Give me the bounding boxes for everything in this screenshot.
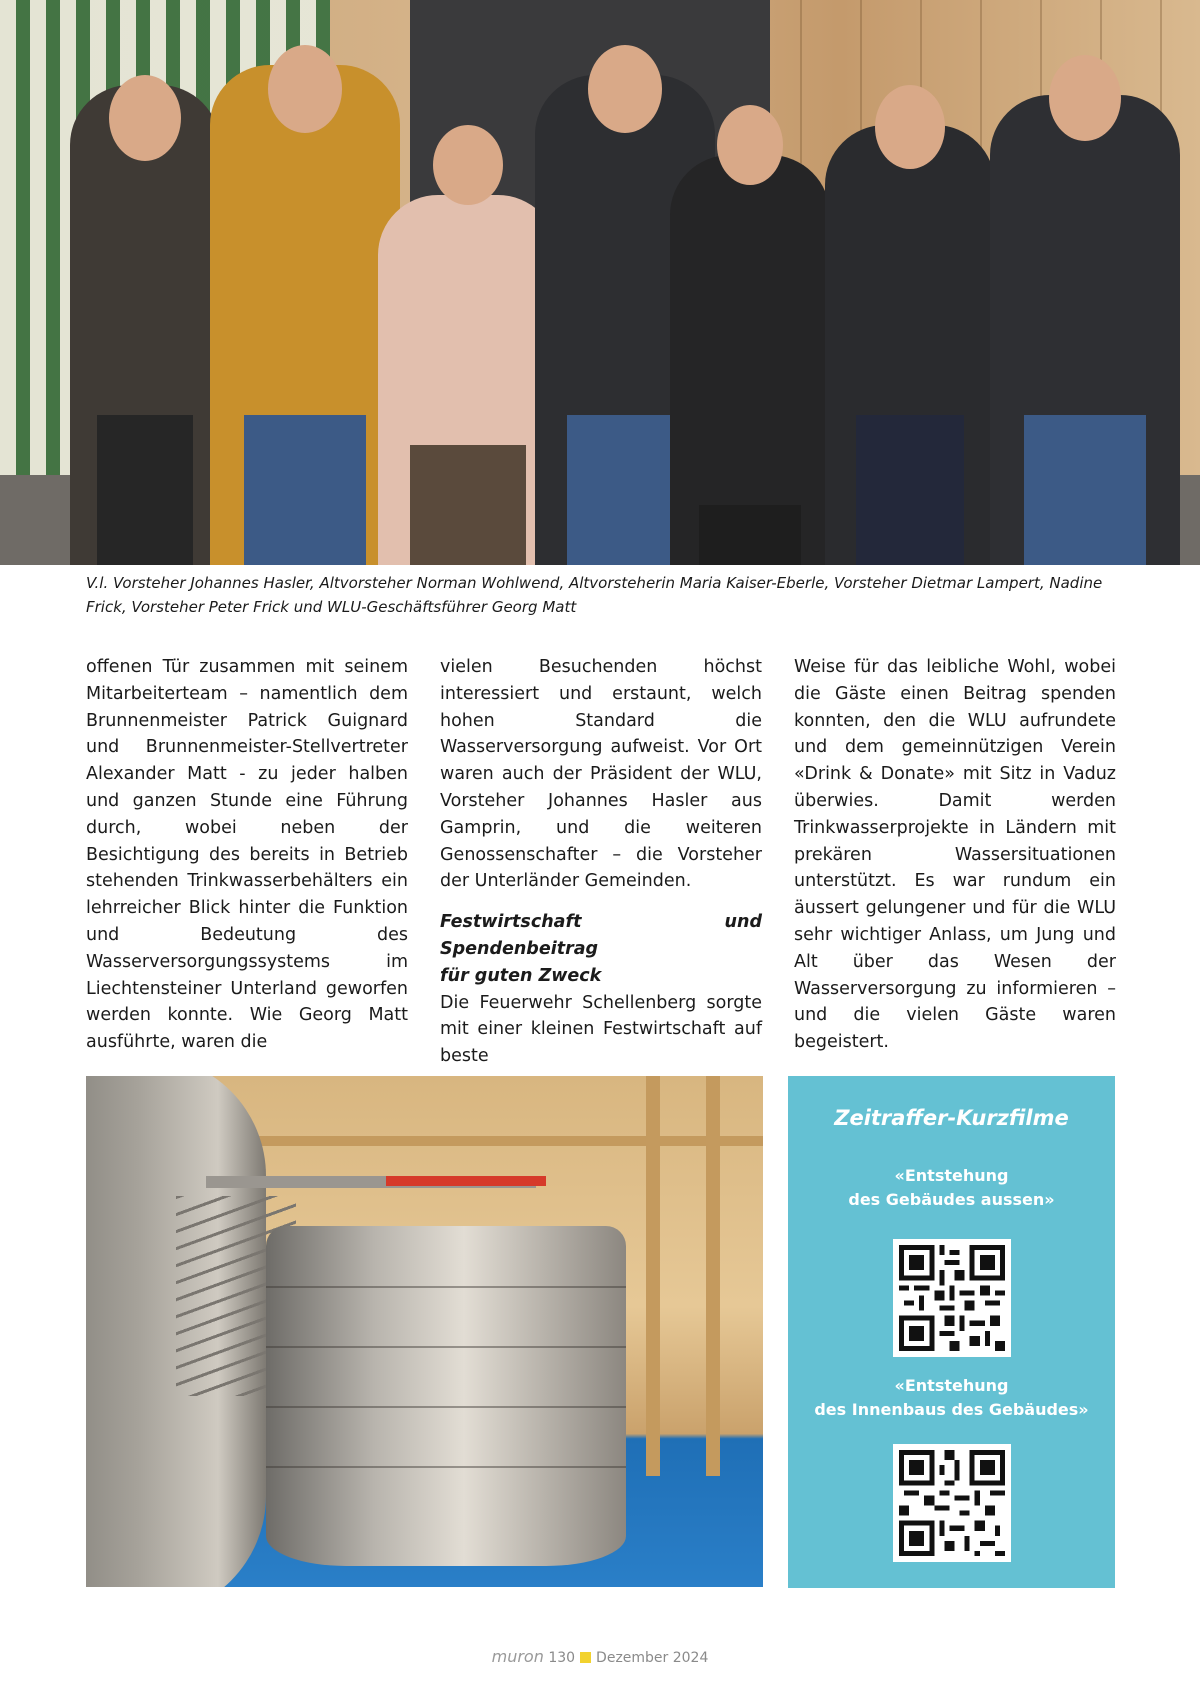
water-tank <box>266 1226 626 1566</box>
page-footer <box>0 1647 1200 1666</box>
red-railing <box>386 1176 546 1186</box>
person <box>990 95 1180 565</box>
timelapse-info-box <box>788 1076 1115 1588</box>
video-label-exterior <box>788 1164 1115 1212</box>
article-column-2 <box>440 654 762 1070</box>
video-label-line: «Entstehung <box>894 1376 1009 1395</box>
separator-square-icon <box>580 1652 591 1663</box>
caption-line: Frick, Vorsteher Peter Frick und WLU-Geschäftsführer Georg Matt <box>86 598 577 616</box>
paragraph: Die Feuerwehr Schellenberg sorgte mit einer kleinen Festwirtschaft auf beste <box>440 992 762 1067</box>
person <box>378 195 558 565</box>
qr-icon <box>899 1450 1005 1556</box>
article-column-3 <box>794 654 1116 1056</box>
issue-date: Dezember 2024 <box>596 1650 709 1666</box>
magazine-name: muron <box>491 1647 544 1666</box>
photo-caption <box>86 571 1126 619</box>
subheading-line: Festwirtschaft und Spendenbeitrag <box>440 912 762 959</box>
video-label-line: «Entstehung <box>894 1166 1009 1185</box>
caption-line: V.l. Vorsteher Johannes Hasler, Altvorsteher Norman Wohlwend, Altvorsteherin Maria Kaiser-Eberle, Vorsteher Dietmar Lampert, Nadine <box>86 574 1103 592</box>
paragraph: Weise für das leibliche Wohl, wobei die Gäste einen Beitrag spenden konnten, den die WLU aufrundete und dem gemeinnützigen Verein «Drink & Donate» mit Sitz in Vaduz überwies. Damit werden Trinkwasserprojekte in Ländern mit prekären Wassersituationen unterstützt. Es war rundum ein äussert gelungener und für die WLU sehr wichtiger Anlass, um Jung und Alt über das Wesen der Wasserversorgung zu informieren – und die vielen Gäste waren begeistert. <box>794 657 1116 1053</box>
subheading-line: für guten Zweck <box>440 965 602 986</box>
video-label-interior <box>788 1374 1115 1422</box>
qr-icon <box>899 1245 1005 1351</box>
person <box>670 155 830 565</box>
video-label-line: des Innenbaus des Gebäudes» <box>814 1400 1089 1419</box>
qr-code-interior[interactable] <box>893 1444 1011 1562</box>
paragraph: offenen Tür zusammen mit seinem Mitarbeiterteam – namentlich dem Brunnenmeister Patrick Guignard und Brunnenmeister-Stellvertreter Alexander Matt - zu jeder halben und ganzen Stunde eine Führung durch, wobei neben der Besichtigung des bereits in Betrieb stehenden Trinkwasserbehälters ein lehrreicher Blick hinter die Funktion und Bedeutung des Wasserversorgungssystems im Liechtensteiner Unterland geworfen werden konnte. Wie Georg Matt ausführte, waren die <box>86 657 408 1053</box>
tank-room-photo <box>86 1076 763 1587</box>
qr-code-exterior[interactable] <box>893 1239 1011 1357</box>
person <box>70 85 220 565</box>
person <box>825 125 995 565</box>
issue-number: 130 <box>548 1650 576 1666</box>
article-column-1 <box>86 654 408 1056</box>
person <box>210 65 400 565</box>
group-photo <box>0 0 1200 565</box>
paragraph: vielen Besuchenden höchst interessiert und erstaunt, welch hohen Standard die Wasserversorgung aufweist. Vor Ort waren auch der Präsident der WLU, Vorsteher Johannes Hasler aus Gamprin, und die weiteren Genossenschafter – die Vorsteher der Unterländer Gemeinden. <box>440 657 762 892</box>
video-label-line: des Gebäudes aussen» <box>848 1190 1055 1209</box>
subheading <box>440 909 762 989</box>
info-box-title: Zeitraffer-Kurzfilme <box>834 1106 1069 1130</box>
